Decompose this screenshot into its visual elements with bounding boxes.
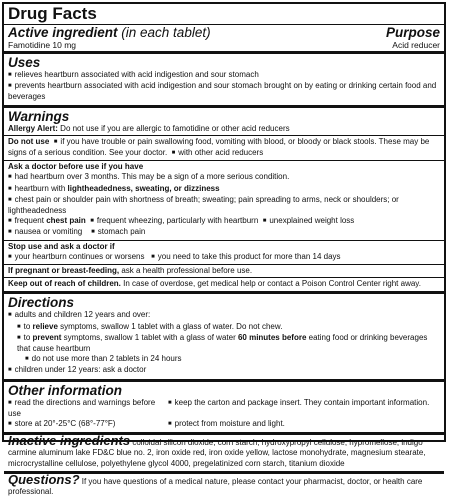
other-information-row <box>8 419 440 430</box>
questions-text: Questions? If you have questions of a medical nature, please contact your pharmacist, doctor, or health care professional. <box>8 471 423 497</box>
other-information-heading: Other information <box>8 382 122 398</box>
directions-relieve: ■ to relieve symptoms, swallow 1 tablet with a glass of water. Do not chew. <box>8 322 440 333</box>
questions-section <box>4 471 444 499</box>
uses-item: ■ relieves heartburn associated with acid indigestion and sour stomach <box>8 70 440 81</box>
purpose-heading: Purpose <box>385 25 440 40</box>
other-information-section <box>4 382 444 436</box>
ask-doctor-item: ■ heartburn with lightheadedness, sweating, or dizziness <box>8 184 440 195</box>
other-information-row <box>8 398 440 419</box>
other-information-item: ■ protect from moisture and light. <box>168 419 440 430</box>
other-information-item: ■ keep the carton and package insert. They contain important information. <box>168 398 440 419</box>
other-information-item: ■ store at 20°-25°C (68°-77°F) <box>8 419 168 430</box>
active-ingredient-row <box>4 40 444 54</box>
warnings-heading: Warnings <box>8 108 70 124</box>
active-ingredient-value: Famotidine 10 mg <box>8 40 77 50</box>
other-information-item: ■ read the directions and warnings before use <box>8 398 168 419</box>
stop-use-block <box>4 240 444 263</box>
directions-intro: ■ adults and children 12 years and over: <box>8 310 440 321</box>
allergy-alert: Allergy Alert: Do not use if you are allergic to famotidine or other acid reducers <box>8 123 290 133</box>
directions-limit: ■ do not use more than 2 tablets in 24 hours <box>8 354 440 365</box>
do-not-use-block: Do not use ■ if you have trouble or pain swallowing food, vomiting with blood, or bloody or black stools. These may be signs of a serious condition. See your doctor. ■ with other acid reducers <box>4 135 444 159</box>
keep-out-of-reach: Keep out of reach of children. In case of overdose, get medical help or contact a Poison Control Center right away. <box>4 277 444 289</box>
uses-section <box>4 54 444 108</box>
directions-section <box>4 294 444 381</box>
active-ingredient-header <box>4 25 444 40</box>
inactive-ingredients-text: Inactive ingredients colloidal silicon dioxide, corn starch, hydroxypropyl cellulose, hypromellose, indigo carmine aluminum lake FD&C blue no. 2, iron oxide red, iron oxide yellow, lactose monohydrate, magnesium stearate, microcrystalline cellulose, polyethylene glycol 4000, pregelatinized corn starch, titanium dioxide <box>8 433 426 468</box>
warnings-section <box>4 108 444 295</box>
ask-doctor-item: ■ chest pain or shoulder pain with shortness of breath; sweating; pain spreading to arms, neck or shoulders; or lightheadedness <box>8 195 440 216</box>
ask-doctor-item: ■ had heartburn over 3 months. This may be a sign of a more serious condition. <box>8 172 440 183</box>
directions-prevent: ■ to prevent symptoms, swallow 1 tablet with a glass of water 60 minutes before eating food or drinking beverages that cause heartburn <box>8 333 440 354</box>
uses-item: ■ prevents heartburn associated with acid indigestion and sour stomach brought on by eating or drinking certain food and beverages <box>8 81 440 102</box>
active-ingredient-heading: Active ingredient (in each tablet) <box>8 25 211 40</box>
directions-heading: Directions <box>8 295 75 311</box>
ask-doctor-item-row: ■ nausea or vomiting ■ stomach pain <box>8 227 440 238</box>
panel-title: Drug Facts <box>4 4 444 25</box>
ask-doctor-block <box>4 160 444 238</box>
stop-use-heading: Stop use and ask a doctor if <box>8 241 115 251</box>
stop-use-row: ■ your heartburn continues or worsens ■ you need to take this product for more than 14 days <box>8 252 440 263</box>
uses-heading: Uses <box>8 55 41 70</box>
ask-doctor-item-row: ■ frequent chest pain ■ frequent wheezing, particularly with heartburn ■ unexplained weight loss <box>8 216 440 227</box>
purpose-value: Acid reducer <box>392 40 440 50</box>
pregnancy-warning: If pregnant or breast-feeding, ask a health professional before use. <box>4 264 444 276</box>
directions-children: ■ children under 12 years: ask a doctor <box>8 365 440 376</box>
inactive-ingredients-section <box>4 435 444 474</box>
ask-doctor-heading: Ask a doctor before use if you have <box>8 162 144 172</box>
drug-facts-panel <box>2 2 446 497</box>
